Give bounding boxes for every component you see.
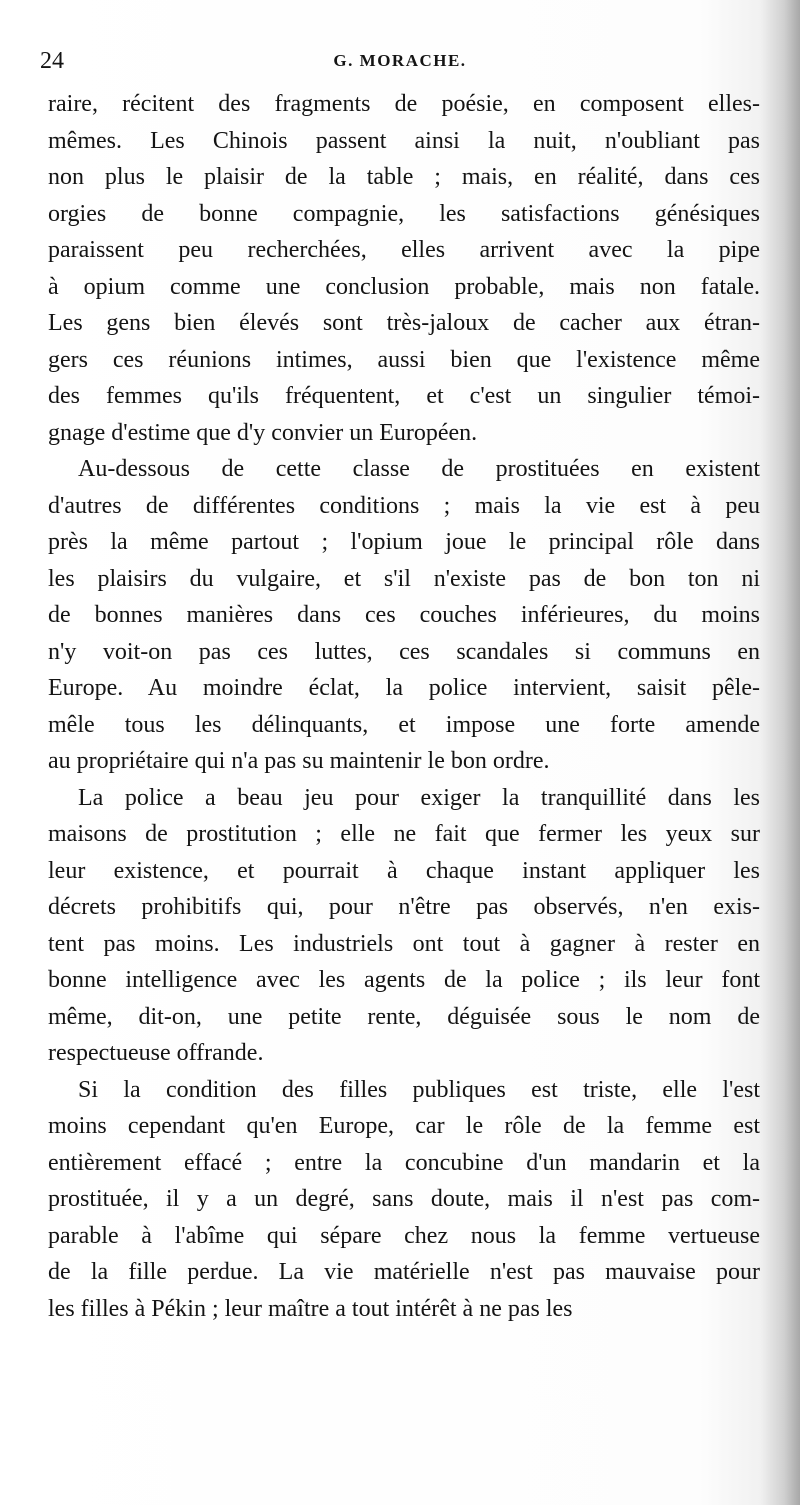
text-line: au propriétaire qui n'a pas su maintenir le bon ordre. (48, 748, 550, 774)
text-line: Europe. Au moindre éclat, la police intervient, saisit pêle- (48, 675, 760, 701)
text-line: entièrement effacé ; entre la concubine d'un mandarin et la (48, 1149, 760, 1176)
text-line: les filles à Pékin ; leur maître a tout intérêt à ne pas les (48, 1295, 573, 1322)
text-line: n'y voit-on pas ces luttes, ces scandales si communs en (48, 638, 760, 665)
text-line: prostituée, il y a un degré, sans doute, mais il n'est pas com- (48, 1186, 760, 1212)
text-line: raire, récitent des fragments de poésie, en composent elles- (48, 91, 760, 117)
text-line: respectueuse offrande. (48, 1040, 264, 1066)
text-line: mêle tous les délinquants, et impose une forte amende (48, 711, 760, 738)
paragraph (48, 1072, 760, 1328)
text-line: décrets prohibitifs qui, pour n'être pas observés, n'en exis- (48, 894, 760, 920)
text-line: leur existence, et pourrait à chaque instant appliquer les (48, 857, 760, 884)
text-line: gers ces réunions intimes, aussi bien que l'existence même (48, 346, 760, 373)
text-line: paraissent peu recherchées, elles arrivent avec la pipe (48, 237, 760, 263)
text-line: tent pas moins. Les industriels ont tout à gagner à rester en (48, 930, 760, 957)
text-line: gnage d'estime que d'y convier un Européen. (48, 419, 478, 446)
text-line: Si la condition des filles publiques est triste, elle l'est (78, 1076, 760, 1103)
text-line: les plaisirs du vulgaire, et s'il n'existe pas de bon ton ni (48, 565, 760, 592)
text-line: La police a beau jeu pour exiger la tranquillité dans les (78, 784, 760, 811)
text-line: maisons de prostitution ; elle ne fait que fermer les yeux sur (48, 821, 760, 847)
text-line: moins cependant qu'en Europe, car le rôle de la femme est (48, 1113, 760, 1139)
text-line: mêmes. Les Chinois passent ainsi la nuit, n'oubliant pas (48, 127, 760, 154)
text-line: parable à l'abîme qui sépare chez nous la femme vertueuse (48, 1222, 760, 1249)
running-head: G. MORACHE. (333, 51, 467, 70)
text-line: de bonnes manières dans ces couches inférieures, du moins (48, 602, 760, 628)
text-line: des femmes qu'ils fréquentent, et c'est un singulier témoi- (48, 383, 760, 409)
text-line: d'autres de différentes conditions ; mais la vie est à peu (48, 492, 760, 519)
text-line: orgies de bonne compagnie, les satisfactions génésiques (48, 200, 760, 227)
paragraph (48, 86, 760, 451)
text-line: de la fille perdue. La vie matérielle n'est pas mauvaise pour (48, 1259, 760, 1285)
body-text (48, 86, 760, 1327)
paragraph (48, 451, 760, 780)
page-number: 24 (40, 48, 64, 74)
text-line: non plus le plaisir de la table ; mais, en réalité, dans ces (48, 164, 760, 190)
page-header (40, 44, 760, 78)
text-line: près la même partout ; l'opium joue le principal rôle dans (48, 529, 760, 555)
text-line: même, dit-on, une petite rente, déguisée sous le nom de (48, 1003, 760, 1030)
text-line: bonne intelligence avec les agents de la police ; ils leur font (48, 967, 760, 993)
text-line: à opium comme une conclusion probable, mais non fatale. (48, 273, 760, 300)
paragraph (48, 780, 760, 1072)
binding-shadow (760, 0, 800, 1505)
text-line: Au-dessous de cette classe de prostituées en existent (78, 456, 760, 482)
text-line: Les gens bien élevés sont très-jaloux de cacher aux étran- (48, 310, 760, 336)
